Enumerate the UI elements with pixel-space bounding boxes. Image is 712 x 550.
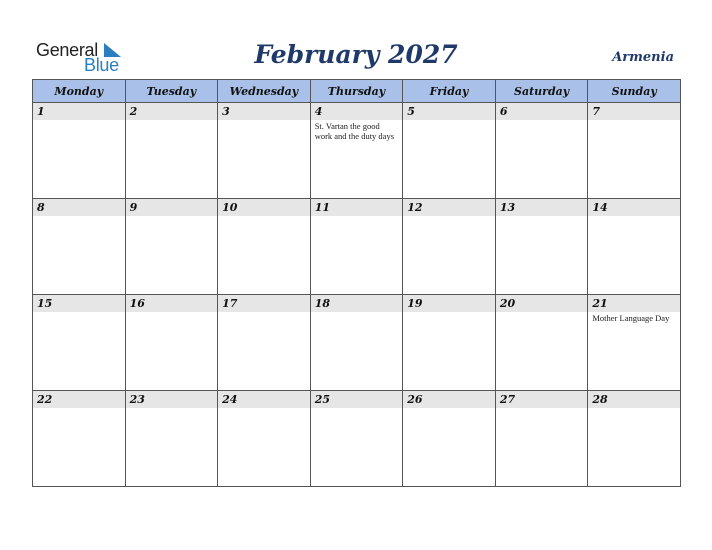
week-row: [33, 391, 681, 487]
day-cell: [33, 199, 126, 295]
logo-word-blue: Blue: [84, 55, 119, 75]
day-cell: [588, 199, 681, 295]
weekday-sunday: Sunday: [588, 80, 681, 103]
weekday-header-row: [33, 80, 681, 103]
day-cell: [218, 295, 311, 391]
day-cell: [495, 391, 588, 487]
day-number: 23: [126, 391, 218, 408]
day-cell: [33, 103, 126, 199]
day-cell: [403, 295, 496, 391]
day-number: 13: [496, 199, 588, 216]
day-cell: [403, 199, 496, 295]
calendar-body: [33, 103, 681, 487]
day-number: 24: [218, 391, 310, 408]
page-title: February 2027: [254, 40, 458, 69]
day-number: 15: [33, 295, 125, 312]
weekday-friday: Friday: [403, 80, 496, 103]
week-row: [33, 295, 681, 391]
day-cell: [33, 391, 126, 487]
day-cell: [218, 199, 311, 295]
day-cell: [125, 295, 218, 391]
day-number: 12: [403, 199, 495, 216]
day-number: 6: [496, 103, 588, 120]
day-cell: [310, 103, 403, 199]
day-number: 17: [218, 295, 310, 312]
day-number: 19: [403, 295, 495, 312]
holiday-label: Mother Language Day: [592, 313, 670, 323]
day-cell: [403, 103, 496, 199]
day-cell: [588, 391, 681, 487]
day-number: 5: [403, 103, 495, 120]
day-cell: [310, 391, 403, 487]
week-row: [33, 199, 681, 295]
day-number: 27: [496, 391, 588, 408]
day-cell: [495, 103, 588, 199]
day-cell: [310, 295, 403, 391]
weekday-tuesday: Tuesday: [125, 80, 218, 103]
day-cell: [588, 295, 681, 391]
day-cell: [125, 199, 218, 295]
day-number: 26: [403, 391, 495, 408]
day-cell: [588, 103, 681, 199]
day-number: 11: [311, 199, 403, 216]
day-number: 25: [311, 391, 403, 408]
calendar-grid: [32, 79, 681, 487]
weekday-saturday: Saturday: [495, 80, 588, 103]
holiday-label: St. Vartan the good work and the duty days: [314, 121, 395, 141]
week-row: [33, 103, 681, 199]
day-cell: [495, 295, 588, 391]
day-number: 14: [588, 199, 680, 216]
day-cell: [33, 295, 126, 391]
day-number: 20: [496, 295, 588, 312]
day-cell: [125, 103, 218, 199]
day-number: 10: [218, 199, 310, 216]
weekday-wednesday: Wednesday: [218, 80, 311, 103]
logo-word-general: General: [36, 40, 98, 60]
day-cell: [218, 103, 311, 199]
day-number: 18: [311, 295, 403, 312]
day-number: 9: [126, 199, 218, 216]
day-number: 2: [126, 103, 218, 120]
day-cell: [218, 391, 311, 487]
day-number: 16: [126, 295, 218, 312]
day-number: 8: [33, 199, 125, 216]
day-number: 21: [588, 295, 680, 312]
day-number: 22: [33, 391, 125, 408]
day-number: 1: [33, 103, 125, 120]
day-cell: [310, 199, 403, 295]
day-cell: [495, 199, 588, 295]
day-number: 7: [588, 103, 680, 120]
weekday-thursday: Thursday: [310, 80, 403, 103]
day-number: 28: [588, 391, 680, 408]
day-cell: [125, 391, 218, 487]
country-label: Armenia: [612, 50, 674, 65]
day-number: 3: [218, 103, 310, 120]
day-number: 4: [311, 103, 403, 120]
day-cell: [403, 391, 496, 487]
weekday-monday: Monday: [33, 80, 126, 103]
